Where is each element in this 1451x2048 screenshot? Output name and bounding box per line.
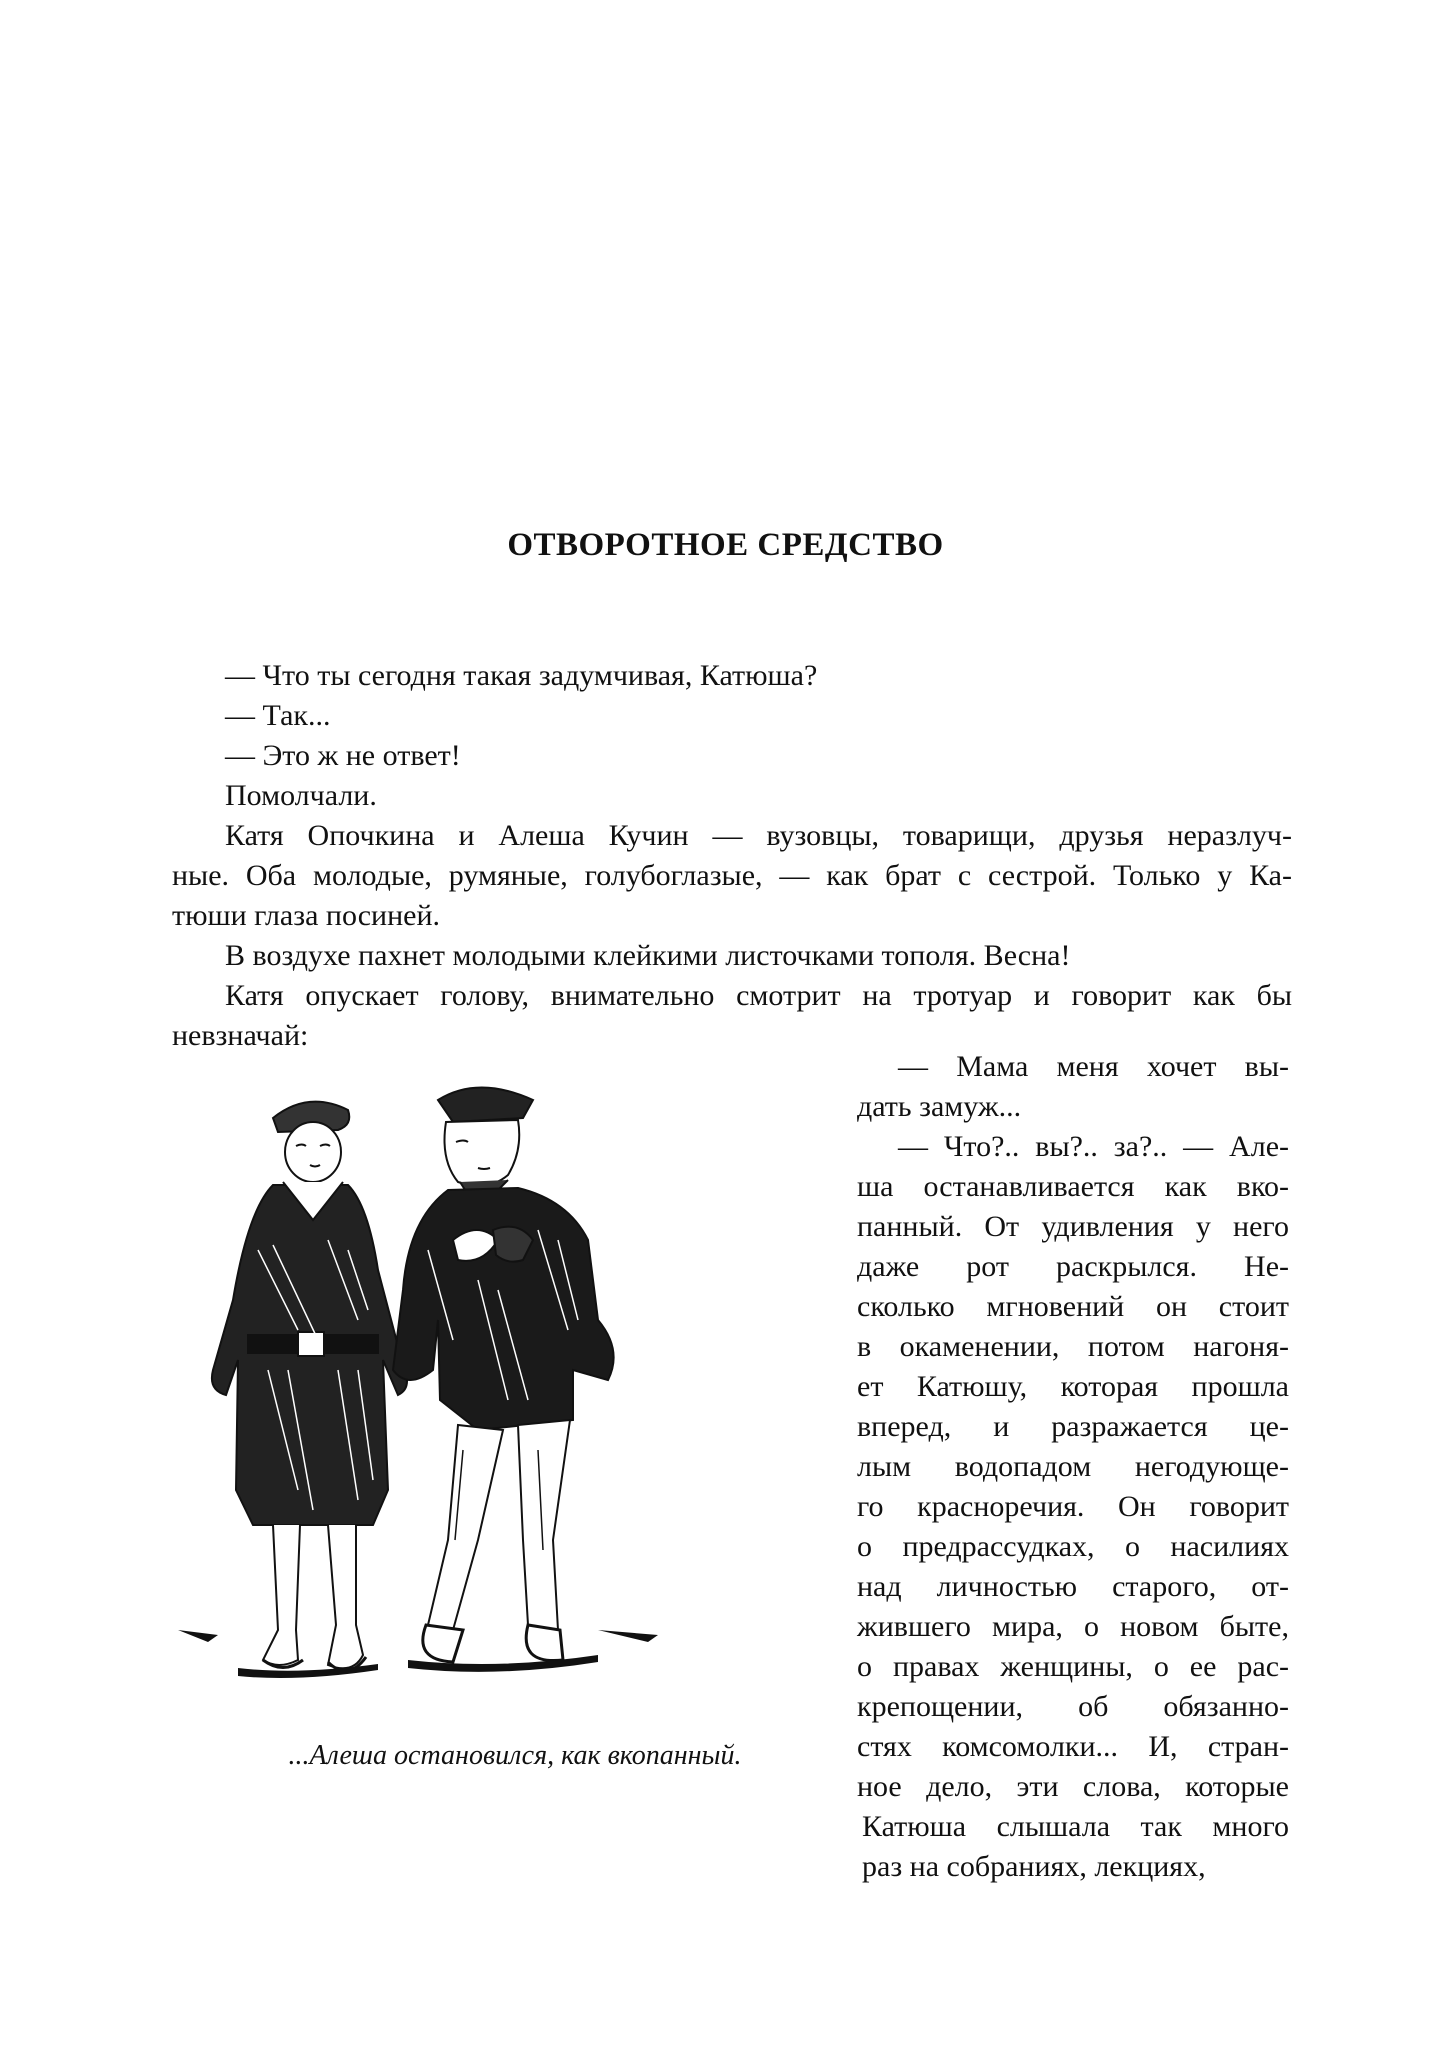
paragraph-line: сколько мгновений он стоит <box>857 1290 1289 1323</box>
paragraph-line: о предрассудках, о насилиях <box>857 1530 1289 1563</box>
paragraph-line: жившего мира, о новом быте, <box>857 1610 1289 1643</box>
illustration-caption: ...Алеша остановился, как вкопанный. <box>288 1740 742 1771</box>
paragraph-line: крепощении, об обязанно- <box>857 1690 1289 1723</box>
figure-katya <box>212 1102 407 1671</box>
dialogue-line: — Это ж не ответ! <box>225 739 461 772</box>
paragraph-line: даже рот раскрылся. Не- <box>857 1250 1289 1283</box>
paragraph-line: Катя опускает голову, внимательно смотрит на тротуар и говорит как бы <box>225 979 1292 1012</box>
paragraph-line: го красноречия. Он говорит <box>857 1490 1289 1523</box>
dialogue-line: — Что ты сегодня такая задумчивая, Катюша? <box>225 659 818 692</box>
illustration-two-figures <box>178 1070 853 1720</box>
paragraph-line: В воздухе пахнет молодыми клейкими листочками тополя. Весна! <box>225 939 1071 972</box>
paragraph-line: о правах женщины, о ее рас- <box>857 1650 1289 1683</box>
dialogue-line: — Так... <box>225 699 331 732</box>
paragraph-line: Катя Опочкина и Алеша Кучин — вузовцы, товарищи, друзья неразлуч- <box>225 819 1292 852</box>
paragraph-line: Катюша слышала так много <box>862 1810 1289 1843</box>
paragraph-line: лым водопадом негодующе- <box>857 1450 1289 1483</box>
paragraph-line: тюши глаза посиней. <box>172 899 441 932</box>
paragraph-line: ша останавливается как вко- <box>857 1170 1289 1203</box>
paragraph-line: невзначай: <box>172 1019 309 1052</box>
paragraph-line: — Что?.. вы?.. за?.. — Але- <box>898 1130 1289 1163</box>
paragraph-line: стях комсомолки... И, стран- <box>857 1730 1289 1763</box>
paragraph-line: раз на собраниях, лекциях, <box>862 1850 1206 1883</box>
paragraph-line: ное дело, эти слова, которые <box>857 1770 1289 1803</box>
paragraph-line: дать замуж... <box>857 1090 1022 1123</box>
paragraph-line: вперед, и разражается це- <box>857 1410 1289 1443</box>
figure-alesha <box>393 1088 614 1663</box>
paragraph-line: — Мама меня хочет вы- <box>898 1050 1289 1083</box>
paragraph-line: ные. Оба молодые, румяные, голубоглазые, — как брат с сестрой. Только у Ка- <box>172 859 1292 892</box>
chapter-title: ОТВОРОТНОЕ СРЕДСТВО <box>507 527 944 563</box>
paragraph-line: над личностью старого, от- <box>857 1570 1289 1603</box>
paragraph-line: панный. От удивления у него <box>857 1210 1289 1243</box>
ground-shadows <box>178 1630 658 1678</box>
paragraph-line: ет Катюшу, которая прошла <box>857 1370 1289 1403</box>
paragraph-line: Помолчали. <box>225 779 377 812</box>
paragraph-line: в окаменении, потом нагоня- <box>857 1330 1289 1363</box>
